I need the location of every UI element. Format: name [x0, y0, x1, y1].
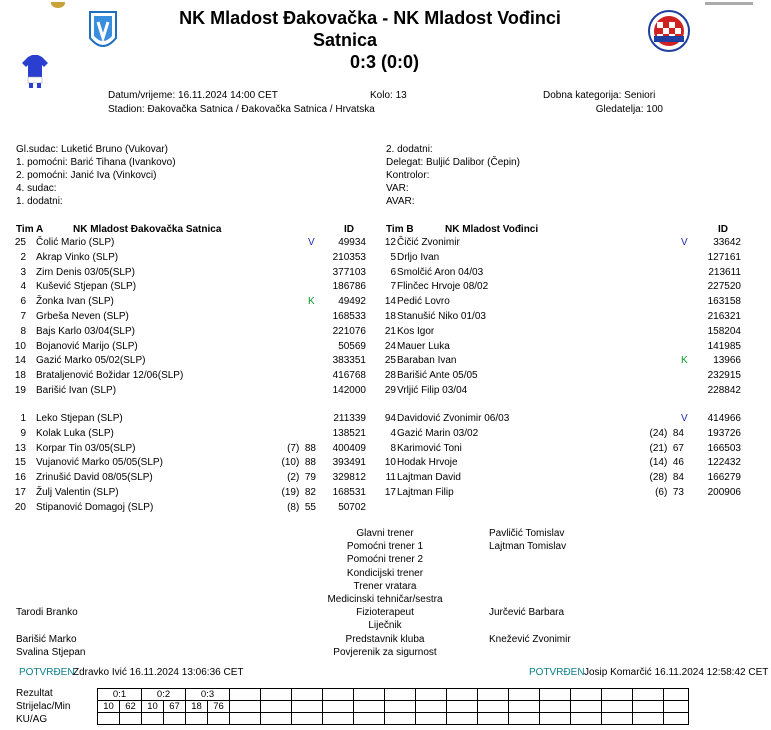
stadium: Stadion: Đakovačka Satnica / Đakovačka Satnica / Hrvatska: [108, 104, 375, 115]
player-number: 7: [20, 311, 26, 322]
team-a-name: NK Mladost Đakovačka Satnica: [73, 224, 222, 235]
empty-cell: [447, 701, 478, 713]
staff-role: Fizioterapeut: [356, 607, 414, 619]
player-number: 18: [14, 370, 26, 382]
staff-role: Glavni trener: [356, 528, 414, 539]
empty-cell: [354, 689, 385, 701]
score-progression-cell: 0:2: [142, 689, 186, 701]
player-id: 228842: [707, 385, 741, 396]
empty-cell: [664, 689, 689, 701]
scorer-cell: 76: [208, 701, 230, 713]
empty-cell: [385, 713, 416, 725]
player-name: Lajtman David: [397, 472, 461, 484]
staff-name-home: Tarodi Branko: [16, 607, 78, 619]
away-confirm-text: Josip Komarčić 16.11.2024 12:58:42 CET: [584, 667, 769, 678]
player-id: 414966: [707, 413, 741, 424]
empty-cell: [447, 689, 478, 701]
partial-logo-top-left: [50, 0, 66, 6]
player-name: Barišić Ante 05/05: [397, 370, 478, 382]
player-number: 21: [384, 325, 396, 337]
empty-cell: [664, 713, 689, 725]
empty-cell: [120, 713, 142, 725]
player-id: 221076: [332, 325, 366, 337]
empty-cell: [571, 713, 602, 725]
player-id: 141985: [707, 340, 741, 352]
official-left-line: 1. dodatni:: [16, 196, 63, 207]
staff-name-away: Lajtman Tomislav: [489, 541, 567, 553]
empty-cell: [416, 701, 447, 713]
player-name: Pedić Lovro: [397, 296, 450, 308]
player-number: 24: [384, 340, 396, 352]
player-role-badge: K: [308, 296, 315, 308]
player-number: 20: [14, 501, 26, 513]
player-id: 49492: [338, 296, 366, 308]
official-right-line: Delegat: Buljić Dalibor (Čepin): [386, 157, 520, 168]
player-number: 25: [384, 355, 396, 367]
player-id: 210353: [332, 251, 366, 263]
team-b-name: NK Mladost Vođinci: [445, 224, 539, 235]
empty-cell: [230, 713, 261, 725]
player-name: Kos Igor: [397, 325, 435, 337]
score-progression-cell: 0:3: [186, 689, 230, 701]
player-id: 232915: [707, 370, 741, 382]
scorer-cell: 10: [142, 701, 164, 713]
result-grid: [97, 688, 689, 725]
empty-cell: [292, 701, 323, 713]
team-a-id-header: ID: [344, 224, 354, 235]
attendance: Gledatelja: 100: [595, 104, 663, 115]
player-id: 13966: [713, 355, 741, 367]
player-number: 17: [384, 487, 396, 498]
player-id: 227520: [707, 281, 741, 293]
player-number: 15: [14, 457, 26, 469]
player-number: 4: [390, 427, 396, 439]
empty-cell: [261, 701, 292, 713]
player-number: 18: [384, 311, 396, 322]
empty-cell: [478, 689, 509, 701]
staff-name-home: Svalina Stjepan: [16, 646, 86, 658]
player-id: 329812: [332, 472, 366, 484]
player-name: Baraban Ivan: [397, 355, 457, 367]
official-right-line: Kontrolor:: [386, 170, 430, 181]
player-name: Bojanović Marijo (SLP): [36, 340, 138, 352]
empty-cell: [602, 701, 633, 713]
player-id: 33642: [713, 237, 741, 248]
player-name: Akrap Vinko (SLP): [36, 251, 119, 263]
player-id: 158204: [707, 325, 741, 337]
away-confirm-status: POTVRĐEN: [529, 667, 585, 678]
player-name: Čičić Zvonimir: [397, 237, 460, 248]
empty-cell: [602, 689, 633, 701]
player-id: 163158: [707, 296, 741, 308]
official-left-line: 1. pomoćni: Barić Tihana (Ivankovo): [16, 157, 176, 168]
player-number: 3: [20, 266, 26, 278]
player-number: 7: [390, 281, 396, 293]
home-confirm-text: Zdravko Ivić 16.11.2024 13:06:36 CET: [73, 667, 244, 678]
player-name: Karimović Toni: [397, 442, 462, 454]
scorer-label: Strijelac/Min: [16, 701, 71, 712]
away-club-crest: [648, 10, 690, 52]
player-id: 122432: [707, 457, 741, 469]
player-role-badge: V: [681, 237, 688, 248]
scorer-cell: 10: [98, 701, 120, 713]
player-number: 10: [384, 457, 396, 469]
empty-cell: [633, 701, 664, 713]
player-name: Barišić Ivan (SLP): [36, 385, 117, 396]
substitution-info: (6) 73: [655, 487, 684, 498]
staff-role: Liječnik: [368, 620, 402, 632]
empty-cell: [509, 701, 540, 713]
player-number: 4: [20, 281, 26, 293]
age-category: Dobna kategorija: Seniori: [543, 90, 656, 101]
empty-cell: [208, 713, 230, 725]
staff-name-away: Knežević Zvonimir: [489, 633, 571, 645]
player-name: Žulj Valentin (SLP): [36, 487, 119, 498]
official-left-line: 4. sudac:: [16, 183, 57, 194]
player-name: Čolić Mario (SLP): [36, 237, 115, 248]
player-number: 11: [385, 472, 396, 484]
empty-cell: [164, 713, 186, 725]
player-id: 168533: [332, 311, 366, 322]
staff-role: Predstavnik kluba: [345, 633, 425, 645]
report-type-title: Satnica: [312, 30, 378, 50]
player-name: Brataljenović Božidar 12/06(SLP): [36, 370, 184, 382]
official-right-line: 2. dodatni:: [386, 144, 433, 155]
staff-name-home: Barišić Marko: [16, 633, 77, 645]
home-kit-shirt-icon: [22, 55, 48, 89]
player-name: Stipanović Domagoj (SLP): [36, 501, 154, 513]
staff-role: Kondicijski trener: [346, 567, 424, 579]
player-id: 193726: [707, 427, 741, 439]
empty-cell: [509, 713, 540, 725]
player-number: 19: [14, 385, 26, 396]
player-number: 9: [20, 427, 26, 439]
empty-cell: [571, 689, 602, 701]
player-number: 8: [20, 325, 26, 337]
empty-cell: [571, 701, 602, 713]
player-number: 94: [384, 413, 396, 424]
player-id: 416768: [332, 370, 366, 382]
player-role-badge: V: [681, 413, 688, 424]
player-name: Kušević Stjepan (SLP): [36, 281, 137, 293]
player-id: 200906: [707, 487, 741, 498]
player-name: Zirn Denis 03/05(SLP): [36, 266, 135, 278]
substitution-info: (2) 79: [287, 472, 316, 484]
player-id: 138521: [332, 427, 366, 439]
empty-cell: [354, 713, 385, 725]
player-name: Vujanović Marko 05/05(SLP): [36, 457, 163, 469]
empty-cell: [230, 689, 261, 701]
player-number: 6: [390, 266, 396, 278]
empty-cell: [664, 701, 689, 713]
substitution-info: (7) 88: [287, 442, 316, 454]
empty-cell: [98, 713, 120, 725]
player-id: 211339: [333, 413, 366, 424]
empty-cell: [354, 701, 385, 713]
player-number: 29: [384, 385, 396, 396]
player-id: 213611: [708, 266, 741, 278]
match-datetime: Datum/vrijeme: 16.11.2024 14:00 CET: [108, 90, 278, 101]
official-left-line: 2. pomoćni: Janić Iva (Vinkovci): [16, 170, 157, 181]
player-name: Kolak Luka (SLP): [36, 427, 114, 439]
player-name: Lajtman Filip: [397, 487, 454, 498]
player-name: Drljo Ivan: [397, 251, 440, 263]
player-name: Hodak Hrvoje: [397, 457, 458, 469]
player-id: 127161: [707, 251, 741, 263]
player-number: 5: [390, 251, 396, 263]
staff-role: Trener vratara: [353, 580, 417, 592]
empty-cell: [416, 689, 447, 701]
empty-cell: [186, 713, 208, 725]
cards-label: KU/AG: [16, 714, 48, 725]
empty-cell: [385, 701, 416, 713]
player-id: 166279: [707, 472, 741, 484]
result-label: Rezultat: [16, 688, 53, 699]
team-b-label: Tim B: [386, 224, 414, 235]
player-id: 168531: [332, 487, 366, 498]
empty-cell: [540, 689, 571, 701]
empty-cell: [478, 713, 509, 725]
player-name: Davidović Zvonimir 06/03: [397, 413, 510, 424]
scorer-cell: 62: [120, 701, 142, 713]
substitution-info: (28) 84: [649, 472, 684, 484]
player-id: 49934: [338, 237, 366, 248]
match-round: Kolo: 13: [370, 90, 407, 101]
player-name: Gazić Marko 05/02(SLP): [36, 355, 146, 367]
player-number: 14: [14, 355, 26, 367]
player-name: Mauer Luka: [397, 340, 450, 352]
empty-cell: [633, 689, 664, 701]
staff-role: Pomoćni trener 1: [346, 541, 424, 553]
partial-logo-top-right: [705, 0, 753, 6]
player-number: 28: [384, 370, 396, 382]
player-number: 1: [20, 413, 26, 424]
scorer-cell: 67: [164, 701, 186, 713]
player-id: 50702: [338, 501, 366, 513]
player-name: Stanušić Niko 01/03: [397, 311, 486, 322]
empty-cell: [478, 701, 509, 713]
player-id: 383351: [332, 355, 366, 367]
player-id: 142000: [332, 385, 366, 396]
score-progression-cell: 0:1: [98, 689, 142, 701]
player-id: 186786: [332, 281, 366, 293]
player-name: Smolčić Aron 04/03: [397, 266, 484, 278]
player-id: 166503: [707, 442, 741, 454]
staff-name-away: Pavličić Tomislav: [489, 528, 565, 539]
player-name: Vrljić Filip 03/04: [397, 385, 468, 396]
player-name: Leko Stjepan (SLP): [36, 413, 123, 424]
player-name: Bajs Karlo 03/04(SLP): [36, 325, 135, 337]
home-club-crest: [88, 8, 118, 54]
empty-cell: [261, 689, 292, 701]
player-number: 14: [384, 296, 396, 308]
empty-cell: [447, 713, 478, 725]
player-number: 13: [14, 442, 26, 454]
empty-cell: [292, 713, 323, 725]
player-name: Zrinušić David 08/05(SLP): [36, 472, 153, 484]
empty-cell: [540, 701, 571, 713]
player-role-badge: V: [308, 237, 315, 248]
team-a-label: Tim A: [16, 224, 44, 235]
scorer-cell: 18: [186, 701, 208, 713]
player-number: 17: [14, 487, 26, 498]
empty-cell: [385, 689, 416, 701]
player-id: 50569: [338, 340, 366, 352]
team-b-id-header: ID: [718, 224, 728, 235]
player-name: Flinčec Hrvoje 08/02: [397, 281, 489, 293]
match-title: NK Mladost Đakovačka - NK Mladost Vođinci: [179, 8, 561, 28]
player-number: 2: [20, 251, 26, 263]
empty-cell: [540, 713, 571, 725]
player-id: 216321: [707, 311, 741, 322]
player-number: 10: [14, 340, 26, 352]
player-id: 393491: [332, 457, 366, 469]
empty-cell: [323, 701, 354, 713]
player-name: Korpar Tin 03/05(SLP): [36, 442, 136, 454]
player-id: 400409: [332, 442, 366, 454]
substitution-info: (10) 88: [281, 457, 316, 469]
staff-name-away: Jurčević Barbara: [489, 607, 565, 619]
home-confirm-status: POTVRĐEN: [19, 667, 75, 678]
player-id: 377103: [332, 266, 366, 278]
substitution-info: (19) 82: [281, 487, 316, 498]
official-right-line: VAR:: [386, 183, 409, 194]
substitution-info: (8) 55: [287, 501, 316, 513]
player-number: 6: [20, 296, 26, 308]
official-left-line: Gl.sudac: Luketić Bruno (Vukovar): [16, 144, 168, 155]
player-number: 12: [384, 237, 396, 248]
substitution-info: (21) 67: [649, 442, 684, 454]
player-number: 16: [14, 472, 26, 484]
empty-cell: [230, 701, 261, 713]
player-name: Gazić Marin 03/02: [397, 427, 479, 439]
player-role-badge: K: [681, 355, 688, 367]
empty-cell: [292, 689, 323, 701]
player-name: Grbeša Neven (SLP): [36, 311, 129, 322]
empty-cell: [416, 713, 447, 725]
staff-role: Povjerenik za sigurnost: [333, 646, 437, 658]
substitution-info: (24) 84: [649, 427, 684, 439]
staff-role: Medicinski tehničar/sestra: [327, 594, 443, 605]
staff-role: Pomoćni trener 2: [346, 554, 424, 566]
substitution-info: (14) 46: [649, 457, 684, 469]
empty-cell: [261, 713, 292, 725]
empty-cell: [142, 713, 164, 725]
player-number: 25: [14, 237, 26, 248]
player-name: Žonka Ivan (SLP): [36, 296, 114, 308]
empty-cell: [602, 713, 633, 725]
player-number: 8: [390, 442, 396, 454]
final-score: 0:3 (0:0): [350, 52, 420, 72]
empty-cell: [323, 689, 354, 701]
empty-cell: [509, 689, 540, 701]
empty-cell: [323, 713, 354, 725]
empty-cell: [633, 713, 664, 725]
official-right-line: AVAR:: [386, 196, 415, 207]
